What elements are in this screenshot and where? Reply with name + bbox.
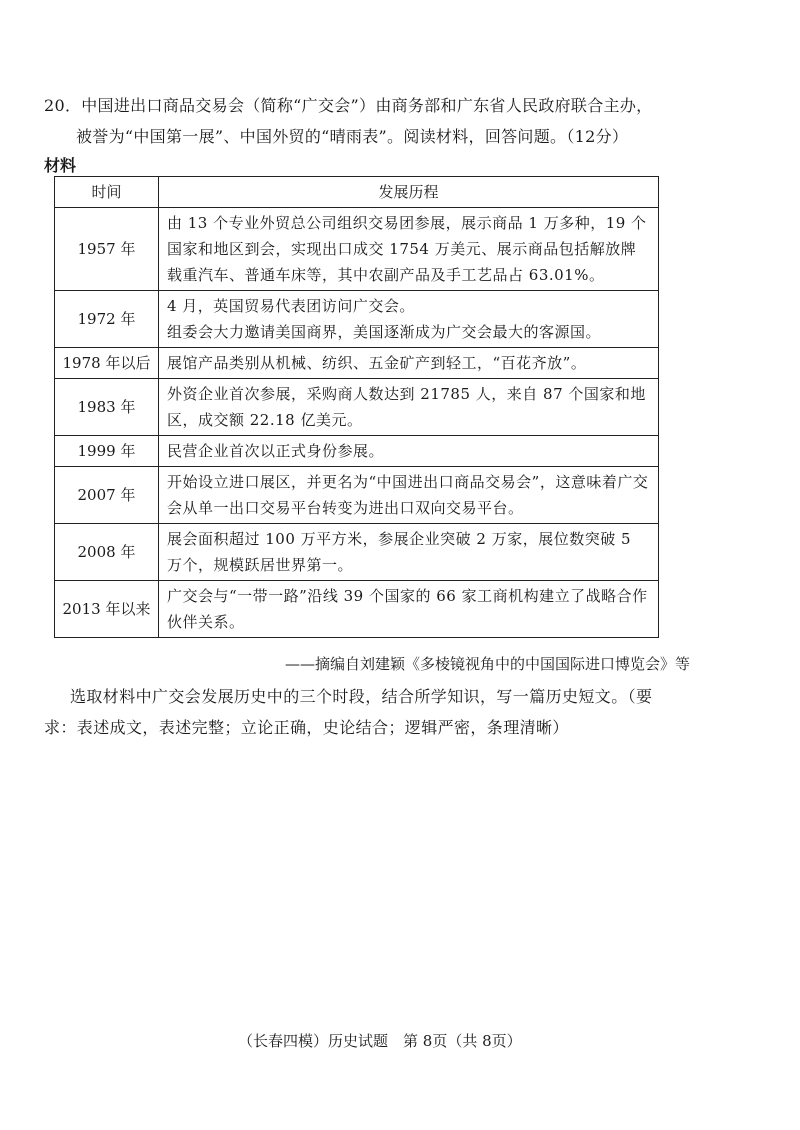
row-year: 1957 年 <box>55 208 159 291</box>
row-year: 2008 年 <box>55 524 159 581</box>
page-footer: （长春四模）历史试题 第 8页（共 8页） <box>238 1032 522 1050</box>
source-citation: ——摘编自刘建颖《多棱镜视角中的中国国际进口博览会》等 <box>284 655 690 673</box>
row-text: 开始设立进口展区，并更名为“中国进出口商品交易会”，这意味着广交会从单一出口交易平台转变为进出口双向交易平台。 <box>159 467 659 524</box>
table-row <box>55 436 659 467</box>
row-text: 展馆产品类别从机械、纺织、五金矿产到轻工，“百花齐放”。 <box>159 348 659 379</box>
table-row <box>55 208 659 291</box>
row-year: 2007 年 <box>55 467 159 524</box>
table-row <box>55 348 659 379</box>
table-row <box>55 379 659 436</box>
prompt-line-2: 求：表述成文，表述完整；立论正确，史论结合；逻辑严密，条理清晰） <box>44 718 569 737</box>
row-text: 外资企业首次参展，采购商人数达到 21785 人，来自 87 个国家和地区，成交额 22.18 亿美元。 <box>159 379 659 436</box>
row-year: 1972 年 <box>55 291 159 348</box>
table-row <box>55 291 659 348</box>
table-row <box>55 467 659 524</box>
history-table <box>54 176 659 638</box>
header-history: 发展历程 <box>159 177 659 208</box>
row-text: 4 月，英国贸易代表团访问广交会。 组委会大力邀请美国商界，美国逐渐成为广交会最大的客源国。 <box>159 291 659 348</box>
question-line-1: 20．中国进出口商品交易会（简称“广交会”）由商务部和广东省人民政府联合主办， <box>44 96 653 115</box>
table-row <box>55 581 659 638</box>
row-year: 1999 年 <box>55 436 159 467</box>
row-text: 广交会与“一带一路”沿线 39 个国家的 66 家工商机构建立了战略合作伙伴关系。 <box>159 581 659 638</box>
row-year: 2013 年以来 <box>55 581 159 638</box>
row-text: 由 13 个专业外贸总公司组织交易团参展，展示商品 1 万多种，19 个国家和地区到会，实现出口成交 1754 万美元、展示商品包括解放牌载重汽车、普通车床等，其中农副产品及手工艺品占 63.01%。 <box>159 208 659 291</box>
table-row <box>55 524 659 581</box>
row-text: 展会面积超过 100 万平方米，参展企业突破 2 万家，展位数突破 5 万个，规模跃居世界第一。 <box>159 524 659 581</box>
row-year: 1978 年以后 <box>55 348 159 379</box>
question-line-2: 被誉为“中国第一展”、中国外贸的“晴雨表”。阅读材料，回答问题。（12分） <box>76 127 629 146</box>
table-header-row <box>55 177 659 208</box>
row-text: 民营企业首次以正式身份参展。 <box>159 436 659 467</box>
row-year: 1983 年 <box>55 379 159 436</box>
header-time: 时间 <box>55 177 159 208</box>
prompt-line-1: 选取材料中广交会发展历史中的三个时段，结合所学知识，写一篇历史短文。（要 <box>70 687 653 706</box>
material-label: 材料 <box>44 156 77 175</box>
